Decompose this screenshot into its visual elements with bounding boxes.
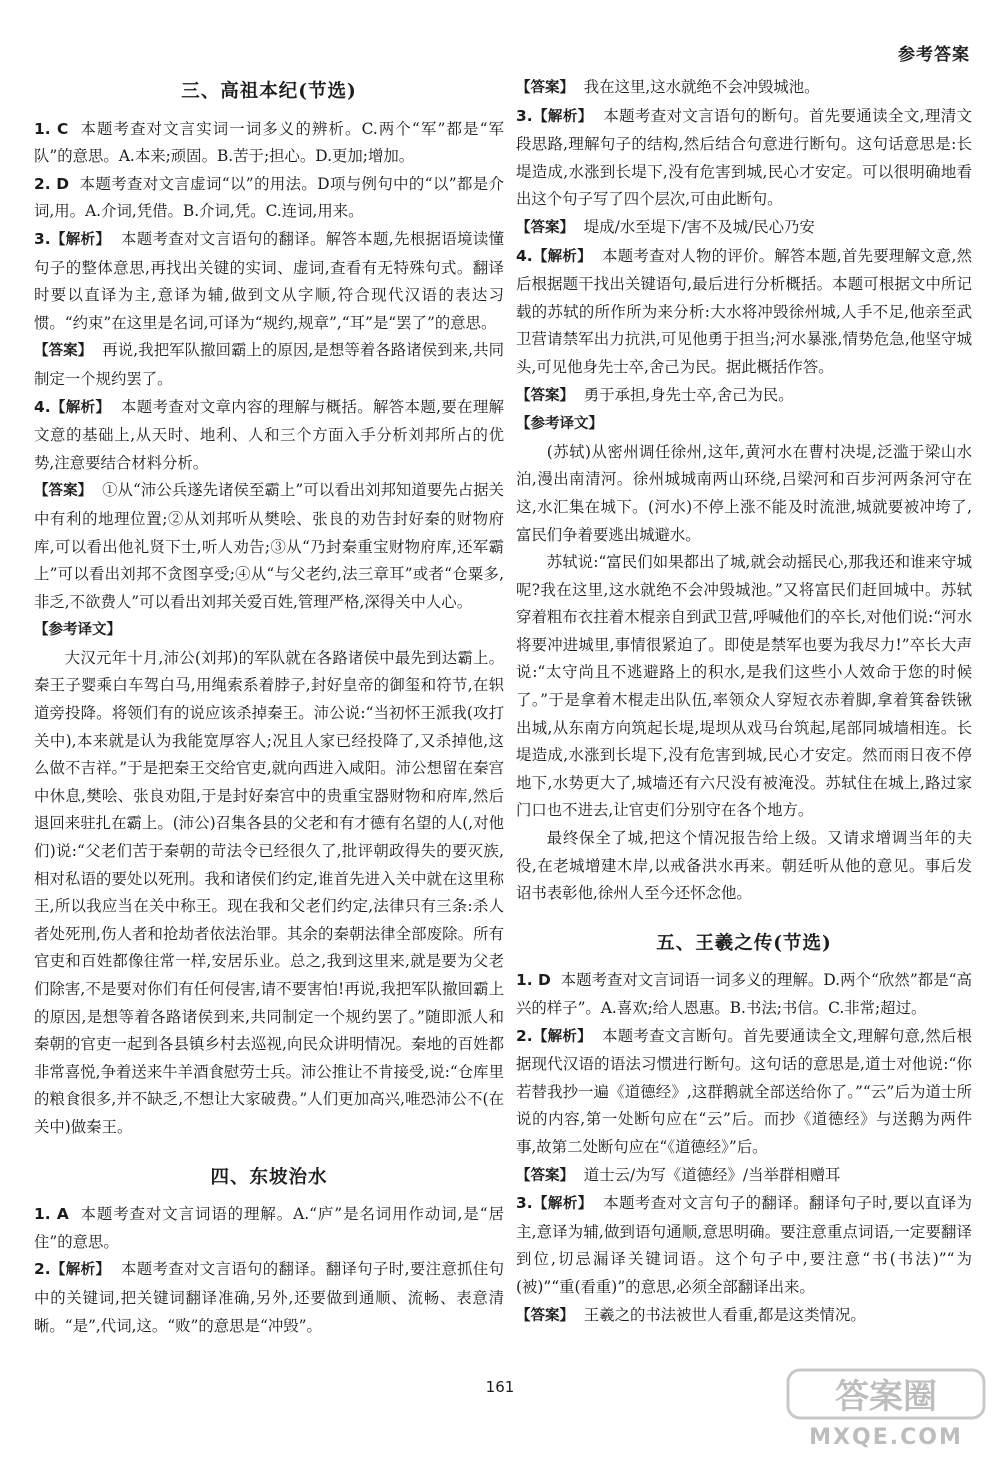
ref-tag: 【参考译文】 (516, 416, 603, 433)
answer-item-s5-3-analysis (516, 1190, 972, 1301)
answer-item-s4-3-analysis (516, 103, 972, 214)
item-number: 2. D (34, 174, 70, 193)
item-text: 本题考查对文言词语一词多义的理解。D.两个“欣然”都是“高兴的样子”。A.喜欢;给人恩惠。B.书法;书信。C.非常;超过。 (516, 971, 972, 1017)
item-text: 本题考查对文言语句的断句。首先要通读全文,理清文段思路,理解句子的结构,然后结合句意进行断句。这句话意思是:长堤造成,水涨到长堤下,没有危害到城,民心才安定。可以很明确地看出这个句子写了四个层次,可由此断句。 (516, 106, 972, 209)
reference-translation-paragraph-1: (苏轼)从密州调任徐州,这年,黄河水在曹村决堤,泛滥于梁山水泊,漫出南清河。徐州城城南两山环绕,吕梁河和百步河两条河守在这,水汇集在城下。(河水)不停上涨不能及时流泄,城就要被冲垮了,富民们争着要逃出城避水。 (516, 442, 972, 544)
reference-translation-tag (34, 616, 504, 645)
item-text: 本题考查对文言词语的理解。A.“庐”是名词用作动词,是“居住”的意思。 (34, 1205, 504, 1251)
analysis-tag: 【解析】 (50, 1262, 111, 1279)
answer-item-s4-1 (34, 1201, 504, 1256)
answer-tag: 【答案】 (516, 1167, 574, 1184)
answer-tag: 【答案】 (34, 483, 93, 500)
item-text: 本题考查对文章内容的理解与概括。解答本题,要在理解文意的基础上,从天时、地利、人和三个方面入手分析刘邦所占的优势,注意要结合材料分析。 (34, 397, 504, 472)
answer-tag: 【答案】 (516, 219, 574, 236)
answer-item-2 (34, 171, 504, 226)
answer-text: ①从“沛公兵遂先诸侯至霸上”可以看出刘邦知道要先占据关中有利的地理位置;②从刘邦听从樊哙、张良的劝告封好秦的财物府库,可以看出他礼贤下士,听人劝告;③从“乃封秦重宝财物府库,还军霸上”可以看出刘邦不贪图享受;④从“与父老约,法三章耳”或者“仓粟多,非乏,不欲费人”可以看出刘邦关爱百姓,管理严格,深得关中人心。 (34, 481, 504, 611)
answer-text: 道士云/为写《道德经》/当举群相赠耳 (583, 1165, 841, 1184)
item-text: 本题考查对人物的评价。解答本题,首先要理解文意,然后根据题干找出关键语句,最后进行分析概括。本题可根据文中所记载的苏轼的所作所为来分析:大水将冲毁徐州城,人手不足,他亲至武卫营请禁军出力抗洪,可见他勇于担当;河水暴涨,情势危急,他坚守城头,可见他身先士卒,舍己为民。据此概括作答。 (516, 246, 972, 376)
left-column (34, 74, 504, 1340)
answer-text: 王羲之的书法被世人看重,都是这类情况。 (583, 1305, 866, 1324)
item-number: 1. C (34, 119, 69, 138)
analysis-tag: 【解析】 (532, 108, 593, 125)
answer-text: 堤成/水至堤下/害不及城/民心乃安 (583, 217, 815, 236)
answer-text: 再说,我把军队撤回霸上的原因,是想等着各路诸侯到来,共同制定一个规约罢了。 (34, 341, 504, 388)
analysis-tag: 【解析】 (532, 1028, 592, 1045)
section-title-dongpo: 四、东坡治水 (210, 1166, 328, 1188)
watermark-logo-text: 答案圈 (835, 1377, 937, 1417)
item-number: 3. (34, 229, 51, 248)
page-header-label: 参考答案 (898, 45, 970, 65)
item-number: 2. (516, 1026, 533, 1045)
answer-item-s5-1 (516, 967, 972, 1022)
reference-translation-tag (516, 410, 972, 439)
reference-translation-paragraph-3: 最终保全了城,把这个情况报告给上级。又请求增调当年的夫役,在老城增建木岸,以戒备洪水再来。朝廷听从他的意见。事后发诏书表彰他,徐州人至今还怀念他。 (516, 829, 972, 903)
answer-item-s5-3-answer (516, 1302, 972, 1331)
answer-item-s5-2-analysis (516, 1023, 972, 1162)
item-text: 本题考查文言断句。首先要通读全文,理解句意,然后根据现代汉语的语法习惯进行断句。这句话的意思是,道士对他说:“你若替我抄一遍《道德经》,这群鹅就全部送给你了。”“云”后为道士所说的内容,第一处断句应在“云”后。而抄《道德经》与送鹅为两件事,故第二处断句应在“《道德经》”后。 (516, 1026, 972, 1156)
item-text: 本题考查对文言虚词“以”的用法。D项与例句中的“以”都是介词,用。A.介词,凭借。B.介词,凭。C.连词,用来。 (34, 174, 504, 221)
answer-item-s5-2-answer (516, 1162, 972, 1191)
analysis-tag: 【解析】 (532, 1196, 593, 1213)
answer-item-3-analysis (34, 226, 504, 337)
reference-translation-text: 大汉元年十月,沛公(刘邦)的军队就在各路诸侯中最先到达霸上。秦王子婴乘白车驾白马,用绳索系着脖子,封好皇帝的御玺和符节,在轵道旁投降。将领们有的说应该杀掉秦王。沛公说:“当初怀王派我(攻打关中),本来就是认为我能宽厚容人;况且人家已经投降了,又杀掉他,这么做不吉祥。”于是把秦王交给官吏,就向西进入咸阳。沛公想留在秦宫中休息,樊哙、张良劝阻,于是封好秦宫中的贵重宝器财物和府库,然后退回来驻扎在霸上。(沛公)召集各县的父老和有才德有名望的人(,对他们)说:“父老们苦于秦朝的苛法令已经很久了,批评朝政得失的要灭族,相对私语的要处以死刑。我和诸侯们约定,谁首先进入关中就在这里称王,所以我应当在关中称王。现在我和父老们约定,法律只有三条:杀人者处死刑,伤人者和抢劫者依法治罪。其余的秦朝法律全部废除。所有官吏和百姓都像往常一样,安居乐业。总之,我到这里来,就是要为父老们除害,不是要对你们有任何侵害,请不要害怕!再说,我把军队撤回霸上的原因,是想等着各路诸侯到来,共同制定一个规约罢了。”随即派人和秦朝的官吏一起到各县镇乡村去巡视,向民众讲明情况。秦地的百姓都非常喜悦,争着送来牛羊酒食慰劳士兵。沛公推让不肯接受,说:“仓库里的粮食很多,并不缺乏,不想让大家破费。”人们更加高兴,唯恐沛公不(在关中)做秦王。 (34, 648, 504, 1136)
answer-item-s4-2-analysis (34, 1256, 504, 1340)
item-number: 4. (34, 397, 51, 416)
item-number: 4. (516, 246, 533, 265)
item-number: 3. (516, 1194, 533, 1213)
answer-tag: 【答案】 (516, 80, 574, 96)
answer-item-s4-4-answer (516, 382, 972, 411)
analysis-tag: 【解析】 (50, 399, 111, 416)
item-text: 本题考查对文言语句的翻译。解答本题,先根据语境读懂句子的整体意思,再找出关键的实词、虚词,查看有无特殊句式。翻译时要以直译为主,意译为辅,做到文从字顺,符合现代汉语的表达习惯。“约束”在这里是名词,可译为“规约,规章”,“耳”是“罢了”的意思。 (34, 229, 504, 332)
answer-item-s4-3-answer (516, 214, 972, 243)
answer-item-s4-2-answer (516, 74, 972, 103)
answer-text: 我在这里,这水就绝不会冲毁城池。 (583, 78, 820, 96)
answer-tag: 【答案】 (516, 387, 574, 404)
watermark-url-text: MXQE.COM (809, 1425, 963, 1450)
section-title-gaozu: 三、高祖本纪(节选) (181, 81, 357, 102)
right-column (516, 74, 972, 1330)
ref-tag: 【参考译文】 (34, 622, 121, 639)
answer-item-4-analysis (34, 394, 504, 478)
answer-tag: 【答案】 (516, 1307, 574, 1324)
item-text: 本题考查对文言句子的翻译。翻译句子时,要以直译为主,意译为辅,做到语句通顺,意思明确。要注意重点词语,一定要翻译到位,切忌漏译关键词语。这个句子中,要注意“书(书法)”“为(被)”“重(看重)”的意思,必须全部翻译出来。 (516, 1194, 972, 1296)
item-number: 1. D (516, 971, 551, 990)
answer-item-3-answer (34, 337, 504, 393)
analysis-tag: 【解析】 (532, 248, 592, 265)
item-text: 本题考查对文言实词一词多义的辨析。C.两个“军”都是“军队”的意思。A.本来;顽固。B.苦于;担心。D.更加;增加。 (34, 119, 504, 166)
watermark-logo-icon (786, 1366, 986, 1451)
answer-tag: 【答案】 (34, 343, 93, 360)
answer-text: 勇于承担,身先士卒,舍己为民。 (583, 385, 794, 404)
watermark-logo (786, 1366, 986, 1451)
section-title-wangxizhi: 五、王羲之传(节选) (656, 932, 832, 954)
item-number: 2. (34, 1260, 51, 1279)
answer-item-4-answer (34, 477, 504, 616)
reference-translation-paragraph-2: 苏轼说:“富民们如果都出了城,就会动摇民心,那我还和谁来守城呢?我在这里,这水就绝不会冲毁城池。”又将富民们赶回城中。苏轼穿着粗布衣拄着木棍亲自到武卫营,呼喊他们的卒长,对他们说:“河水将要冲进城里,事情很紧迫了。即使是禁军也要为我尽力!”卒长大声说:“太守尚且不逃避路上的积水,是我们这些小人效命于您的时候了。”于是拿着木棍走出队伍,率领众人穿短衣赤着脚,拿着箕畚铁锹出城,从东南方向筑起长堤,堤坝从戏马台筑起,尾部同城墙相连。长堤造成,水涨到长堤下,没有危害到城,民心才安定。然而雨日夜不停地下,水势更大了,城墙还有六尺没有被淹没。苏轼住在城上,路过家门口也不进去,让官吏们分别守在各个地方。 (516, 553, 972, 820)
item-number: 3. (516, 106, 533, 125)
answer-item-s4-4-analysis (516, 243, 972, 382)
item-number: 1. A (34, 1205, 69, 1224)
analysis-tag: 【解析】 (50, 231, 111, 248)
answer-item-1 (34, 116, 504, 171)
item-text: 本题考查对文言语句的翻译。翻译句子时,要注意抓住句中的关键词,把关键词翻译准确,另外,还要做到通顺、流畅、表意清晰。“是”,代词,这。“败”的意思是“冲毁”。 (34, 1260, 504, 1335)
page-number: 161 (485, 1378, 515, 1396)
